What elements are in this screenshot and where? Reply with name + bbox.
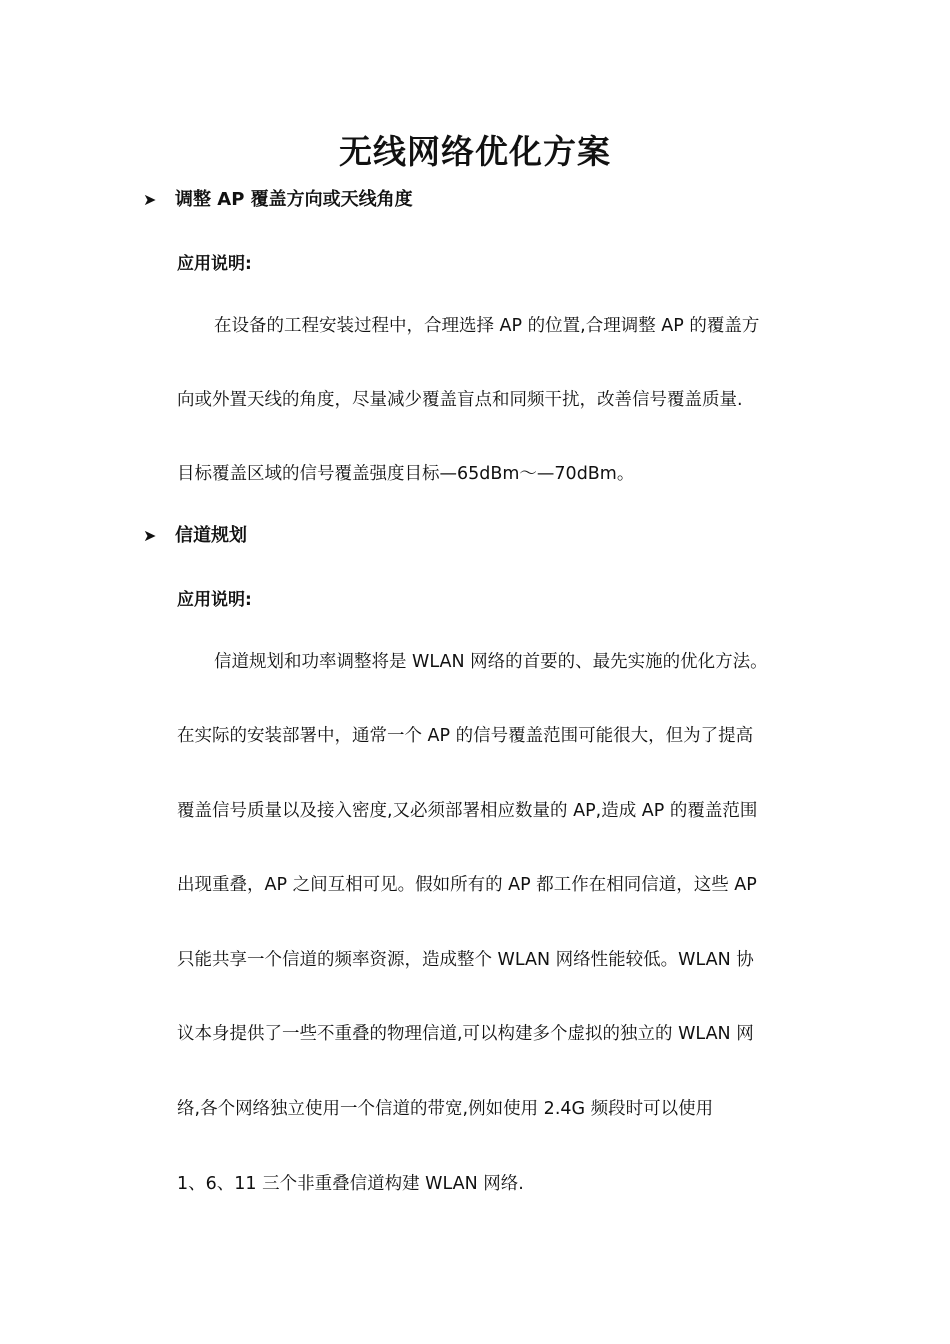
paragraph-line: 向或外置天线的角度，尽量减少覆盖盲点和同频干扰，改善信号覆盖质量. xyxy=(177,390,743,410)
section-subheading: 应用说明: xyxy=(177,254,252,274)
paragraph-line: 在设备的工程安装过程中，合理选择 AP 的位置,合理调整 AP 的覆盖方 xyxy=(214,316,760,336)
paragraph-line: 出现重叠，AP 之间互相可见。假如所有的 AP 都工作在相同信道，这些 AP xyxy=(177,875,757,895)
paragraph-line: 络,各个网络独立使用一个信道的带宽,例如使用 2.4G 频段时可以使用 xyxy=(177,1099,714,1119)
section-heading-ap-coverage xyxy=(143,187,413,213)
section-subheading: 应用说明: xyxy=(177,590,252,610)
paragraph-line: 只能共享一个信道的频率资源，造成整个 WLAN 网络性能较低。WLAN 协 xyxy=(177,950,754,970)
paragraph-line: 覆盖信号质量以及接入密度,又必须部署相应数量的 AP,造成 AP 的覆盖范围 xyxy=(177,801,758,821)
page-title: 无线网络优化方案 xyxy=(339,132,611,171)
arrow-bullet-icon: ➤ xyxy=(143,190,157,209)
paragraph-line: 目标覆盖区域的信号覆盖强度目标—65dBm～—70dBm。 xyxy=(177,464,635,484)
section-heading-channel-planning xyxy=(143,523,247,549)
arrow-bullet-icon: ➤ xyxy=(143,526,157,545)
section-heading-text: 信道规划 xyxy=(175,525,247,546)
paragraph-line: 信道规划和功率调整将是 WLAN 网络的首要的、最先实施的优化方法。 xyxy=(214,652,768,672)
section-heading-text: 调整 AP 覆盖方向或天线角度 xyxy=(175,189,413,210)
paragraph-line: 在实际的安装部署中，通常一个 AP 的信号覆盖范围可能很大，但为了提高 xyxy=(177,726,754,746)
paragraph-line: 1、6、11 三个非重叠信道构建 WLAN 网络. xyxy=(177,1174,524,1194)
paragraph-line: 议本身提供了一些不重叠的物理信道,可以构建多个虚拟的独立的 WLAN 网 xyxy=(177,1024,754,1044)
